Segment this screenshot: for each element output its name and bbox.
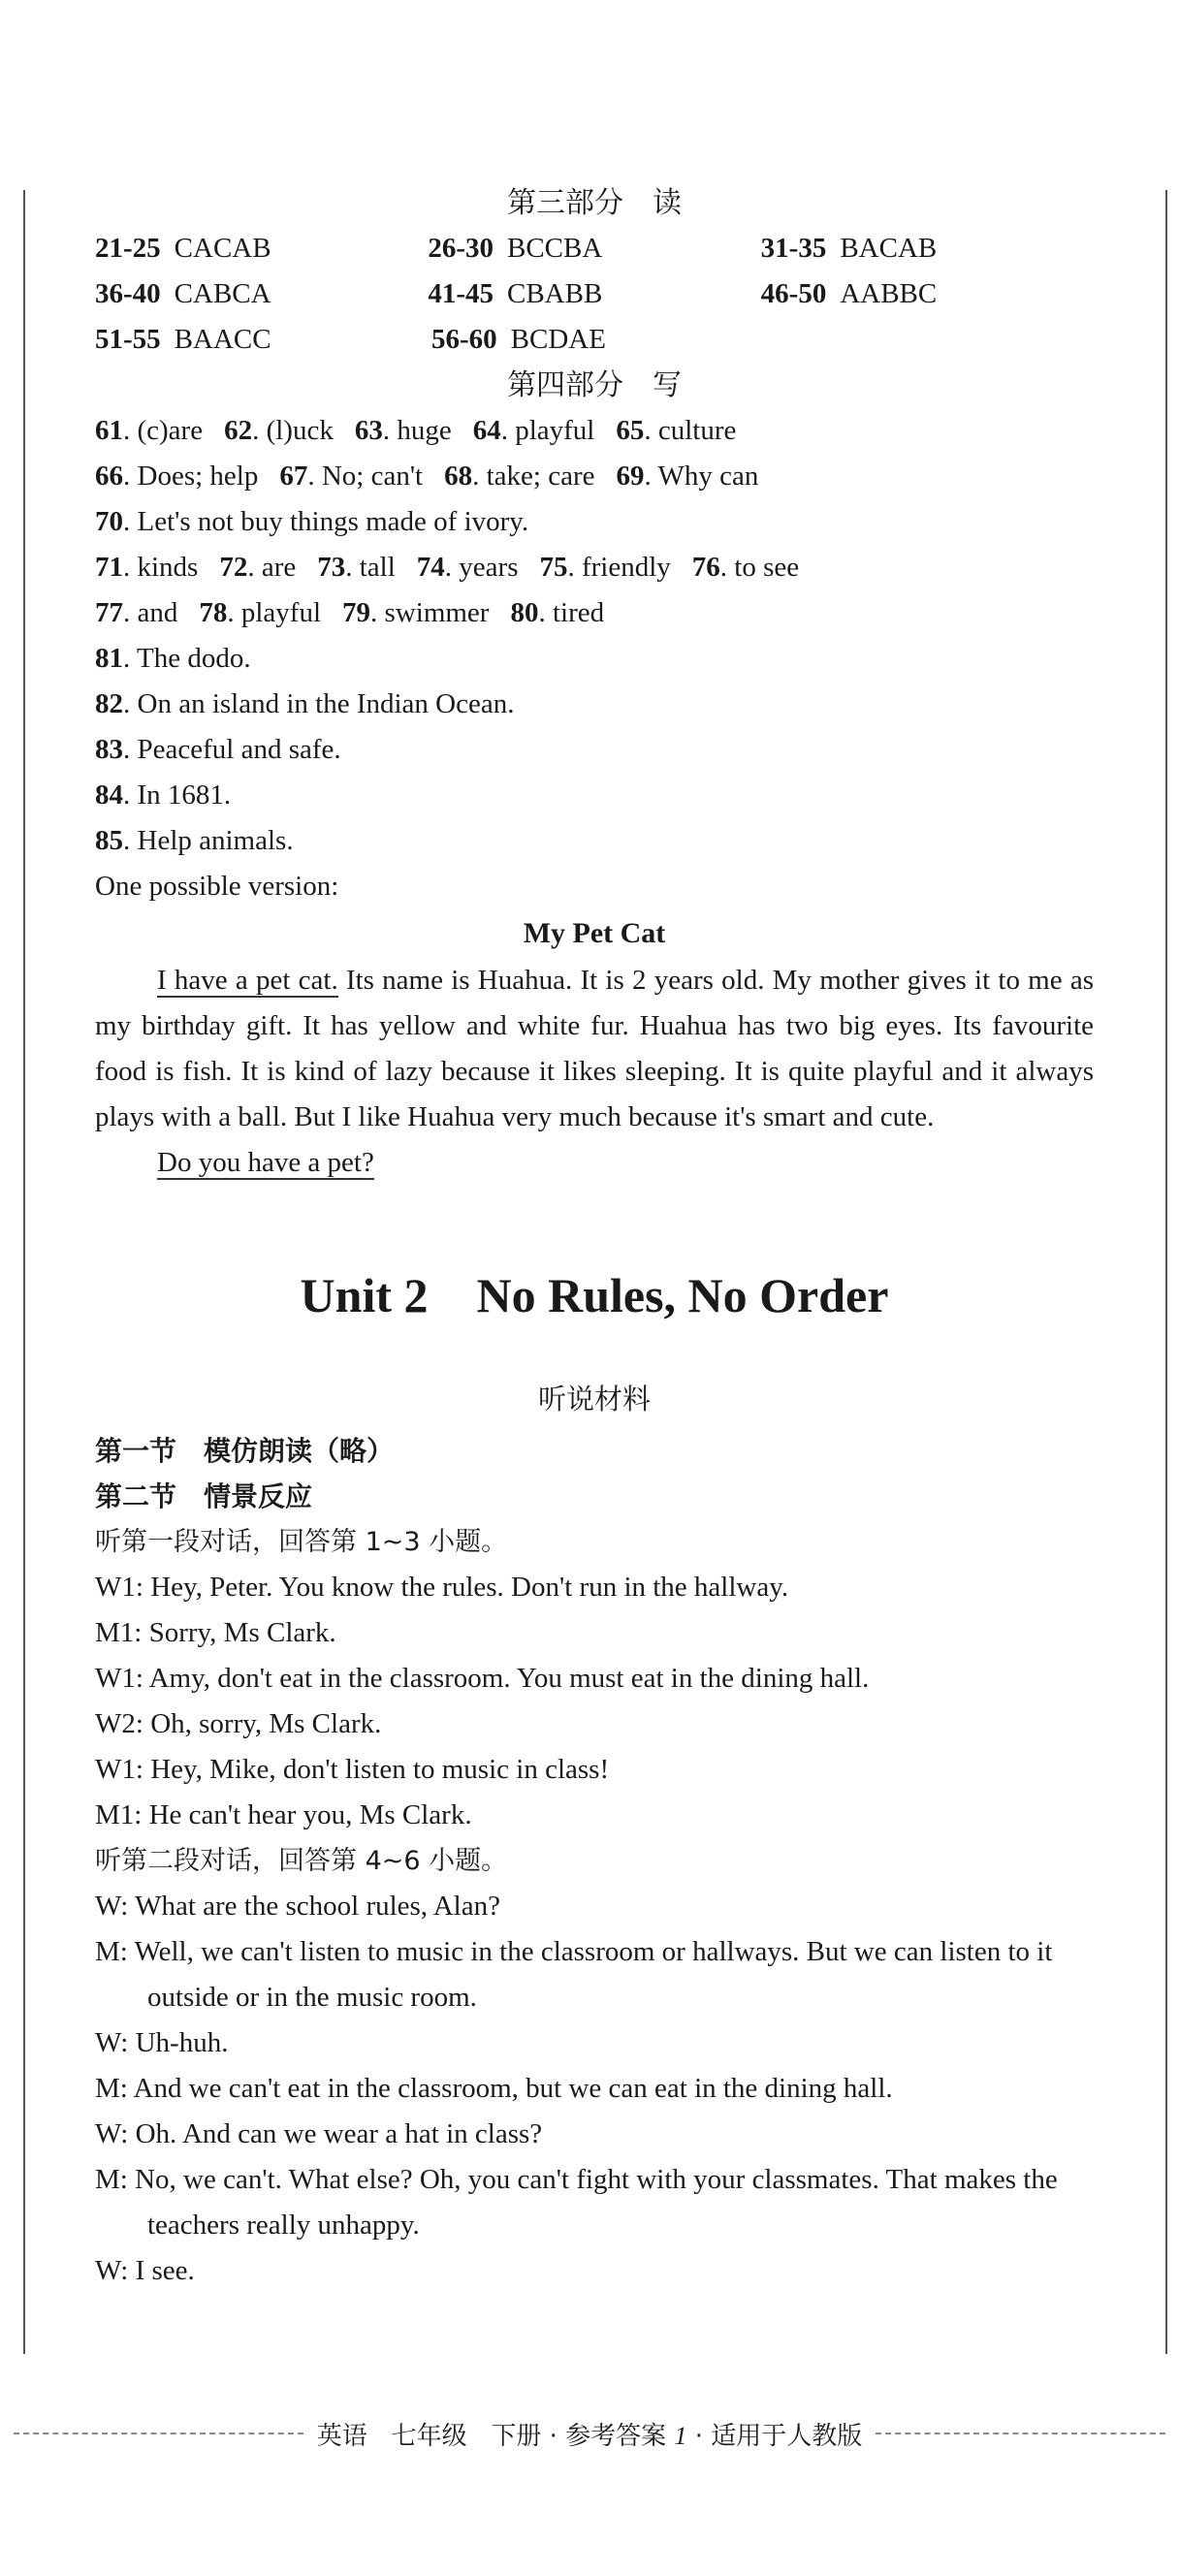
question-number: 64 xyxy=(472,415,501,446)
answer-range: 21-25 xyxy=(95,233,161,264)
answer-text: Peaceful and safe. xyxy=(137,734,341,765)
part3-answer xyxy=(428,271,760,317)
answer-text: take; care xyxy=(486,461,595,492)
speaker-label: W1: xyxy=(95,1572,143,1603)
answer-range: 31-35 xyxy=(760,233,827,264)
part3-answer xyxy=(95,271,428,317)
part4-item: 61. (c)are xyxy=(95,415,204,446)
answer-text: friendly xyxy=(581,552,671,583)
dialog-line xyxy=(95,2112,1094,2157)
dialog-line xyxy=(95,1656,1094,1701)
part4-item: 84. In 1681. xyxy=(95,779,232,811)
question-number: 66 xyxy=(95,461,123,492)
question-number: 78 xyxy=(199,597,228,628)
question-number: 79 xyxy=(342,597,371,628)
part3-answer-grid xyxy=(95,226,1094,363)
essay-paragraph-1 xyxy=(95,958,1094,1140)
answer-text: culture xyxy=(657,415,737,446)
part4-item: 76. to see xyxy=(691,552,800,583)
part4-line xyxy=(95,727,1094,773)
answer-text: Help animals. xyxy=(137,825,294,856)
part4-item: 79. swimmer xyxy=(342,597,490,628)
part4-item: 78. playful xyxy=(199,597,322,628)
answer-letters: BAACC xyxy=(174,324,271,355)
speaker-label: W1: xyxy=(95,1663,143,1694)
footer-dash-right xyxy=(876,2433,1165,2434)
answer-range: 51-55 xyxy=(95,324,161,355)
dialog-line xyxy=(95,1747,1094,1793)
essay-paragraph-2 xyxy=(95,1140,1094,1186)
answer-range: 36-40 xyxy=(95,278,161,309)
answer-text: playful xyxy=(515,415,595,446)
speaker-label: M: xyxy=(95,1936,128,1967)
speaker-label: M: xyxy=(95,2164,128,2195)
dialog-text: What are the school rules, Alan? xyxy=(135,1891,500,1922)
answer-letters: AABBC xyxy=(840,278,938,309)
question-number: 69 xyxy=(616,461,645,492)
dialog-text: He can't hear you, Ms Clark. xyxy=(148,1799,472,1830)
question-number: 71 xyxy=(95,552,123,583)
part4-line xyxy=(95,454,1094,499)
part4-answer-lines xyxy=(95,408,1094,864)
left-margin-rule xyxy=(23,190,25,2354)
answer-text: (l)uck xyxy=(266,415,334,446)
speaker-label: W: xyxy=(95,2027,129,2058)
part3-answer xyxy=(761,271,1094,317)
dialog-text: No, we can't. What else? Oh, you can't fight with your classmates. That makes the teachers really unhappy. xyxy=(135,2164,1058,2241)
answer-text: No; can't xyxy=(321,461,424,492)
part4-item: 69. Why can xyxy=(616,461,759,492)
part4-item: 70. Let's not buy things made of ivory. xyxy=(95,506,529,537)
question-number: 74 xyxy=(416,552,445,583)
essay-underlined-closing: Do you have a pet? xyxy=(157,1147,374,1178)
answer-text: In 1681. xyxy=(137,779,232,811)
part4-line xyxy=(95,682,1094,727)
answer-text: to see xyxy=(734,552,800,583)
dialog-text: Uh-huh. xyxy=(135,2027,229,2058)
part4-item: 64. playful xyxy=(472,415,595,446)
answer-text: On an island in the Indian Ocean. xyxy=(137,688,515,719)
question-number: 73 xyxy=(317,552,346,583)
dialog-text: Hey, Peter. You know the rules. Don't run in the hallway. xyxy=(150,1572,789,1603)
part4-line xyxy=(95,590,1094,636)
part3-row xyxy=(95,226,1094,271)
footer-volume: 下册 · 参考答案 xyxy=(491,2421,667,2451)
question-number: 77 xyxy=(95,597,123,628)
part4-item: 73. tall xyxy=(317,552,396,583)
part4-item: 67. No; can't xyxy=(279,461,424,492)
part4-item: 80. tired xyxy=(510,597,605,628)
speaker-label: W: xyxy=(95,2118,129,2149)
part4-item: 65. culture xyxy=(616,415,737,446)
answer-letters: CBABB xyxy=(507,278,603,309)
part3-answer xyxy=(95,226,428,271)
answer-text: tall xyxy=(359,552,396,583)
dialog-text: Well, we can't listen to music in the classroom or hallways. But we can listen to it outside or in the music room. xyxy=(134,1936,1053,2013)
dialog-line xyxy=(95,1610,1094,1656)
part4-item: 63. huge xyxy=(354,415,452,446)
dialog-text: I see. xyxy=(135,2255,195,2286)
answer-letters: CACAB xyxy=(174,233,271,264)
right-margin-rule xyxy=(1165,190,1167,2354)
answer-text: and xyxy=(137,597,178,628)
part4-line xyxy=(95,408,1094,454)
part3-answer xyxy=(95,317,431,363)
answer-text: Let's not buy things made of ivory. xyxy=(137,506,529,537)
dialog-line xyxy=(95,1929,1094,2020)
footer-subject: 英语 xyxy=(316,2421,367,2451)
page-footer xyxy=(0,2414,1179,2453)
dialog-line xyxy=(95,1793,1094,1838)
dialog-text: Sorry, Ms Clark. xyxy=(148,1617,336,1648)
part3-row xyxy=(95,271,1094,317)
footer-dash-left xyxy=(14,2433,303,2434)
part4-item: 74. years xyxy=(416,552,519,583)
dialog-text: Hey, Mike, don't listen to music in class! xyxy=(150,1754,610,1785)
part4-line xyxy=(95,636,1094,682)
dialog2-intro: 听第二段对话，回答第 4~6 小题。 xyxy=(95,1846,508,1876)
question-number: 75 xyxy=(539,552,568,583)
unit-title: Unit 2 No Rules, No Order xyxy=(300,1268,889,1322)
question-number: 76 xyxy=(691,552,720,583)
page-content xyxy=(95,180,1094,2294)
dialog1-intro: 听第一段对话，回答第 1~3 小题。 xyxy=(95,1527,508,1557)
section-2-heading: 第二节 情景反应 xyxy=(95,1480,313,1512)
dialog-line xyxy=(95,2020,1094,2066)
question-number: 70 xyxy=(95,506,123,537)
answer-text: Does; help xyxy=(137,461,259,492)
part4-line xyxy=(95,499,1094,545)
answer-range: 26-30 xyxy=(428,233,494,264)
part4-item: 75. friendly xyxy=(539,552,671,583)
question-number: 61 xyxy=(95,415,123,446)
answer-letters: BCDAE xyxy=(510,324,606,355)
question-number: 85 xyxy=(95,825,123,856)
answer-text: (c)are xyxy=(137,415,204,446)
footer-text xyxy=(317,2416,862,2452)
footer-grade: 七年级 xyxy=(391,2421,467,2451)
speaker-label: W: xyxy=(95,2255,129,2286)
speaker-label: W1: xyxy=(95,1754,143,1785)
dialog-line xyxy=(95,1701,1094,1747)
dialog-line xyxy=(95,1565,1094,1610)
question-number: 72 xyxy=(219,552,248,583)
answer-text: tired xyxy=(552,597,605,628)
part3-answer xyxy=(761,226,1094,271)
part4-line xyxy=(95,818,1094,864)
answer-text: years xyxy=(459,552,519,583)
essay-title: My Pet Cat xyxy=(523,917,666,949)
answer-range: 56-60 xyxy=(431,324,497,355)
dialog-text: Oh, sorry, Ms Clark. xyxy=(150,1708,382,1739)
answer-text: playful xyxy=(240,597,322,628)
speaker-label: W2: xyxy=(95,1708,143,1739)
question-number: 67 xyxy=(279,461,308,492)
part4-item: 77. and xyxy=(95,597,178,628)
dialog-line xyxy=(95,2066,1094,2112)
unit-subtitle: 听说材料 xyxy=(537,1383,651,1415)
part4-item: 71. kinds xyxy=(95,552,199,583)
answer-text: are xyxy=(261,552,297,583)
question-number: 80 xyxy=(510,597,539,628)
answer-text: huge xyxy=(397,415,452,446)
speaker-label: M1: xyxy=(95,1799,143,1830)
question-number: 63 xyxy=(354,415,383,446)
question-number: 62 xyxy=(224,415,253,446)
speaker-label: W: xyxy=(95,1891,129,1922)
part3-answer xyxy=(431,317,768,363)
answer-range: 46-50 xyxy=(760,278,827,309)
version-label: One possible version: xyxy=(95,871,339,902)
part4-item: 85. Help animals. xyxy=(95,825,294,856)
footer-edition: · 适用于人教版 xyxy=(694,2421,863,2451)
speaker-label: M: xyxy=(95,2073,128,2104)
question-number: 84 xyxy=(95,779,123,811)
part4-item: 83. Peaceful and safe. xyxy=(95,734,341,765)
essay-body-text: Its name is Huahua. It is 2 years old. My mother gives it to me as my birthday gift. It has yellow and white fur. Huahua has two big eyes. Its favourite food is fish. It is kind of lazy because it likes sleeping. It is quite playful and it always plays with a ball. But I like Huahua very much because it's smart and cute. xyxy=(95,965,1094,1132)
dialog-line xyxy=(95,1884,1094,1929)
essay-underlined-opening: I have a pet cat. xyxy=(157,965,338,996)
answer-letters: BACAB xyxy=(840,233,938,264)
answer-range: 41-45 xyxy=(428,278,494,309)
dialog2 xyxy=(95,1884,1094,2294)
part4-line xyxy=(95,773,1094,818)
answer-letters: BCCBA xyxy=(507,233,603,264)
question-number: 68 xyxy=(444,461,473,492)
dialog-text: Amy, don't eat in the classroom. You must eat in the dining hall. xyxy=(148,1663,870,1694)
part4-item: 82. On an island in the Indian Ocean. xyxy=(95,688,515,719)
question-number: 82 xyxy=(95,688,123,719)
dialog-text: Oh. And can we wear a hat in class? xyxy=(135,2118,543,2149)
dialog-text: And we can't eat in the classroom, but we can eat in the dining hall. xyxy=(133,2073,893,2104)
question-number: 83 xyxy=(95,734,123,765)
section-1-heading: 第一节 模仿朗读（略） xyxy=(95,1435,395,1467)
answer-text: swimmer xyxy=(384,597,490,628)
part4-line xyxy=(95,545,1094,590)
part4-item: 62. (l)uck xyxy=(224,415,334,446)
part3-row xyxy=(95,317,1094,363)
answer-text: Why can xyxy=(657,461,759,492)
dialog-line xyxy=(95,2248,1094,2294)
answer-text: kinds xyxy=(137,552,199,583)
part4-item: 72. are xyxy=(219,552,297,583)
speaker-label: M1: xyxy=(95,1617,143,1648)
part4-item: 66. Does; help xyxy=(95,461,259,492)
question-number: 81 xyxy=(95,643,123,674)
dialog-line xyxy=(95,2157,1094,2248)
part3-heading: 第三部分 读 xyxy=(507,186,682,220)
part4-item: 68. take; care xyxy=(444,461,595,492)
answer-letters: CABCA xyxy=(174,278,271,309)
footer-page-number: 1 xyxy=(674,2421,687,2450)
answer-text: The dodo. xyxy=(136,643,251,674)
dialog1 xyxy=(95,1565,1094,1838)
question-number: 65 xyxy=(616,415,645,446)
part4-item: 81. The dodo. xyxy=(95,643,251,674)
part3-answer xyxy=(428,226,760,271)
part4-heading: 第四部分 写 xyxy=(507,368,682,402)
